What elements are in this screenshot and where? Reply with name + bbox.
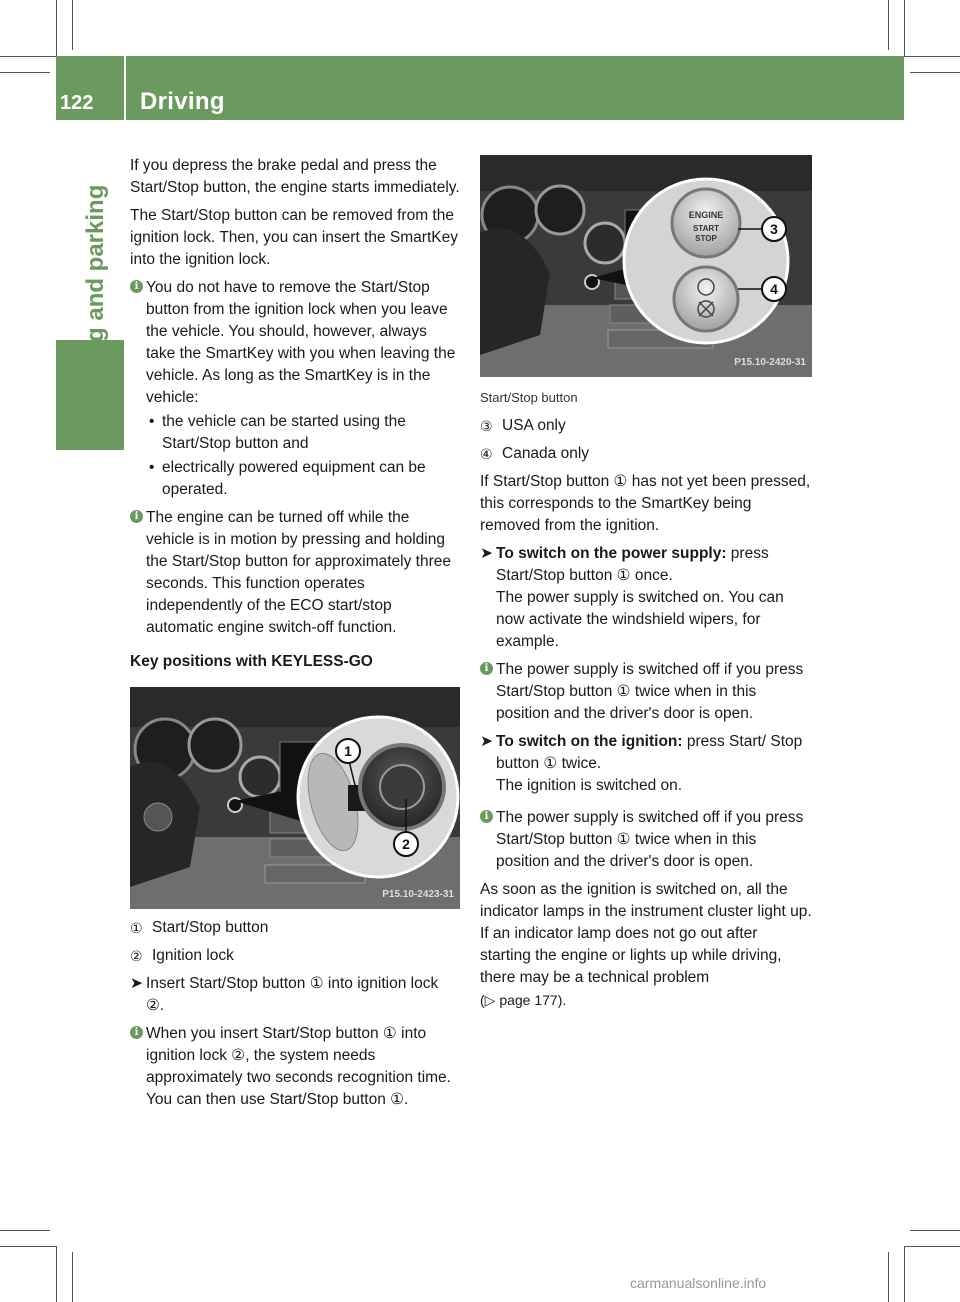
legend-text: Ignition lock	[152, 947, 234, 964]
info-icon: i	[480, 662, 493, 675]
ignition-lock-figure	[130, 687, 460, 909]
legend-number: ④	[480, 446, 493, 462]
crop-mark	[72, 0, 73, 50]
crop-mark	[0, 1230, 50, 1231]
figure-label: P15.10-2423-31	[382, 889, 454, 900]
page-number: 122	[60, 92, 94, 114]
crop-mark	[0, 56, 56, 57]
legend-text: Start/Stop button	[152, 919, 269, 936]
crop-mark	[910, 72, 960, 73]
step-arrow-icon: ➤	[130, 975, 143, 992]
info-icon: i	[130, 510, 143, 523]
legend-item	[130, 917, 460, 939]
watermark: carmanualsonline.info	[630, 1275, 767, 1291]
crop-mark	[888, 1252, 889, 1302]
info-note	[130, 507, 460, 639]
info-icon: i	[130, 280, 143, 293]
instruction-step	[480, 731, 812, 797]
callout-2: 2	[402, 836, 410, 852]
legend-number: ③	[480, 418, 493, 434]
right-column	[480, 155, 812, 1018]
crop-mark	[72, 1252, 73, 1302]
figure-label: P15.10-2420-31	[734, 357, 806, 368]
step-text: press Start/ Stop button ① twice.	[496, 733, 803, 772]
side-tab	[82, 160, 122, 410]
legend-number: ①	[130, 920, 143, 936]
start-stop-illustration	[480, 155, 812, 377]
crop-mark	[56, 1246, 57, 1302]
figure-caption: Start/Stop button	[480, 390, 578, 405]
step-arrow-icon: ➤	[480, 733, 493, 750]
list-item: • electrically powered equipment can be operated.	[146, 457, 460, 501]
note-text: You do not have to remove the Start/Stop button from the ignition lock when you leave the vehicle. You should, however, always take the SmartKey with you when leaving the vehicle. As long as the SmartKey is in the vehicle:	[146, 279, 456, 406]
bullet-list	[146, 411, 460, 501]
side-tab-label: Driving and parking	[82, 184, 109, 410]
paragraph	[480, 879, 812, 1012]
crop-mark	[904, 56, 960, 57]
callout-3: 3	[770, 221, 778, 237]
dashboard-illustration	[130, 687, 460, 909]
paragraph: If you depress the brake pedal and press the Start/Stop button, the engine starts immediately.	[130, 157, 460, 196]
legend-text: Canada only	[502, 445, 590, 462]
paragraph-text: As soon as the ignition is switched on, all the indicator lamps in the instrument cluster light up. If an indicator lamp does not go out after starting the engine or lights up while driving, there may be a technical problem	[480, 881, 812, 986]
paragraph: The Start/Stop button can be removed from the ignition lock. Then, you can insert the SmartKey into the ignition lock.	[130, 207, 458, 268]
crop-mark	[0, 72, 50, 73]
instruction-step	[480, 543, 812, 653]
callout-4: 4	[770, 281, 778, 297]
crop-mark	[910, 1230, 960, 1231]
step-result: The ignition is switched on.	[496, 777, 683, 794]
info-note	[480, 659, 812, 725]
section-title: Driving	[140, 88, 225, 115]
step-arrow-icon: ➤	[480, 545, 493, 562]
info-note	[480, 807, 812, 873]
step-title: To switch on the power supply:	[496, 545, 727, 562]
note-text: The power supply is switched off if you press Start/Stop button ① twice when in this position and the driver's door is open.	[496, 661, 804, 722]
button-label-start: START	[692, 224, 720, 233]
info-icon: i	[480, 810, 493, 823]
paragraph: If Start/Stop button ① has not yet been pressed, this corresponds to the SmartKey being removed from the ignition.	[480, 473, 811, 534]
step-text: Insert Start/Stop button ① into ignition lock ②.	[146, 975, 439, 1014]
step-title: To switch on the ignition:	[496, 733, 683, 750]
legend-number: ②	[130, 948, 143, 964]
page-reference[interactable]: (▷ page 177).	[480, 992, 567, 1008]
button-label-engine: ENGINE	[688, 210, 724, 220]
crop-mark	[904, 1246, 960, 1247]
info-note	[130, 1023, 460, 1111]
legend-item	[130, 945, 460, 967]
step-text: press Start/Stop button ① once.	[496, 545, 769, 584]
info-note	[130, 277, 460, 501]
start-stop-figure	[480, 155, 812, 377]
callout-1: 1	[344, 743, 352, 759]
button-label-stop: STOP	[695, 234, 717, 243]
left-column	[130, 155, 460, 1117]
note-text: The power supply is switched off if you press Start/Stop button ① twice when in this position and the driver's door is open.	[496, 809, 804, 870]
subsection-heading: Key positions with KEYLESS-GO	[130, 653, 373, 670]
legend-text: USA only	[502, 417, 566, 434]
header-separator	[124, 56, 126, 120]
legend-item	[480, 443, 812, 465]
note-text: The engine can be turned off while the vehicle is in motion by pressing and holding the Start/Stop button for approximately three seconds. This function operates independently of the ECO start/stop automatic engine switch-off function.	[146, 509, 452, 636]
list-item: • the vehicle can be started using the Start/Stop button and	[146, 411, 460, 455]
info-icon: i	[130, 1026, 143, 1039]
note-text: When you insert Start/Stop button ① into ignition lock ②, the system needs approximately two seconds recognition time. You can then use Start/Stop button ①.	[146, 1025, 451, 1108]
crop-mark	[56, 0, 57, 56]
step-result: The power supply is switched on. You can now activate the windshield wipers, for example.	[496, 589, 784, 650]
instruction-step	[130, 973, 460, 1017]
crop-mark	[904, 0, 905, 56]
crop-mark	[888, 0, 889, 50]
crop-mark	[0, 1246, 56, 1247]
legend-item	[480, 415, 812, 437]
crop-mark	[904, 1246, 905, 1302]
